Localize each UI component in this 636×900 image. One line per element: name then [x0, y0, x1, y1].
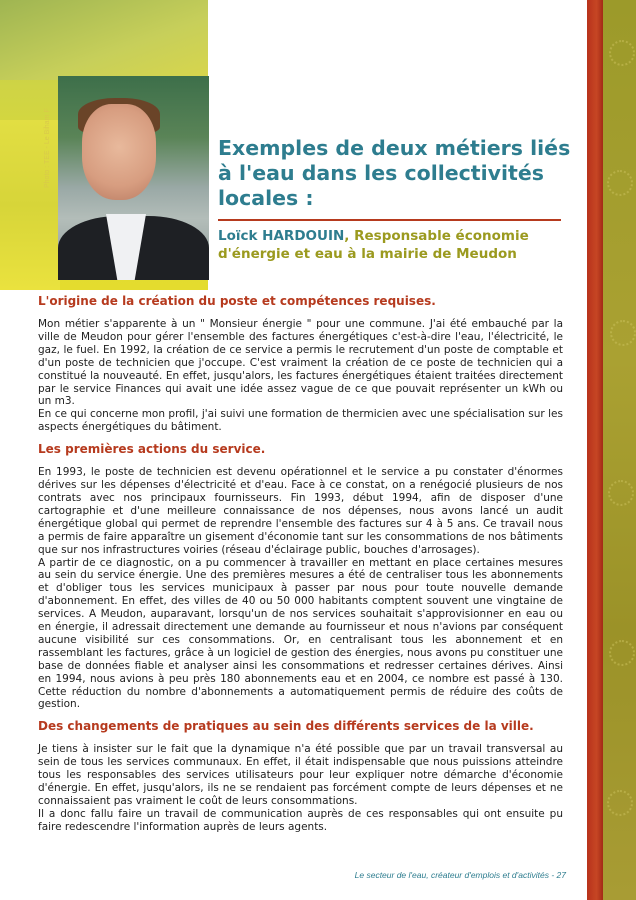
pattern-circle [610, 320, 636, 346]
section-heading-practice-changes: Des changements de pratiques au sein des différents services de la ville. [38, 719, 534, 734]
pattern-circle [609, 40, 635, 66]
landscape-water [0, 120, 60, 290]
pattern-circle [607, 170, 633, 196]
portrait-face [82, 104, 156, 200]
page-footer: Le secteur de l'eau, créateur d'emplois et d'activités - 27 [354, 870, 566, 880]
pattern-circle [609, 640, 635, 666]
author-role: , Responsable économie d'énergie et eau à la mairie de Meudon [218, 228, 529, 262]
paragraph: A partir de ce diagnostic, on a pu commencer à travailler en mettant en place certaines mesures au sein du service énergie. Une des premières mesures a été de centraliser tous les abonnements et d'obliger tous les services municipaux à passer par nous pour toute nouvelle demande d'abonnement. En effet, des villes de 40 ou 50 000 habitants comptent souvent une vingtaine de services. A Meudon, auparavant, lorsqu'un de nos services souhaitait s'approvisionner en eau ou en énergie, il adressait directement une demande au fournisseur et nous n'avions par conséquent aucune visibilité sur ces consommations. Or, en centralisant tous les abonnement et en rassemblant les factures, grâce à un logiciel de gestion des énergies, nous avons pu constituer une base de données fiable et analyser ainsi les consommations et redresser certaines dérives. Ainsi en 1994, nous avions à peu près 180 abonnements eau et en 2004, ce nombre est passé à 130. Cette réduction du nombre d'abonnements a automatiquement permis de réduire des coûts de gestion. [38, 556, 563, 711]
article-body [38, 294, 563, 834]
section-heading-origin: L'origine de la création du poste et compétences requises. [38, 294, 436, 308]
section-heading-first-actions: Les premières actions du service. [38, 442, 266, 457]
pattern-circle [608, 480, 634, 506]
pattern-circle [607, 790, 633, 816]
decorative-band-olive [603, 0, 636, 900]
author-name: Loïck HARDOUIN [218, 228, 345, 244]
photo-credit: Photo : TEE - Le Biham F [44, 108, 51, 188]
page-title: Exemples de deux métiers liés à l'eau dans les collectivités locales : [218, 136, 571, 210]
paragraph: En ce qui concerne mon profil, j'ai suivi une formation de thermicien avec une spécialisation sur les aspects énergétiques du bâtiment. [38, 408, 563, 434]
author-subtitle [218, 227, 578, 263]
landscape-hill [0, 0, 208, 80]
paragraph: En 1993, le poste de technicien est devenu opérationnel et le service a pu constater d'énormes dérives sur les dépenses d'électricité et d'eau. Face à ce constat, on a renégocié plusieurs de nos contrats avec nos principaux fournisseurs. Fin 1993, début 1994, afin de disposer d'une cartographie et d'une meilleure connaissance de nos dépenses, nous avons lancé un audit énergétique global qui permet de reprendre l'ensemble des factures sur 4 à 5 ans. Ce travail nous a permis de faire apparaître un gisement d'économie tant sur les consommations de nos bâtiments que sur nos infrastructures voiries (réseau d'éclairage public, bouches d'arrosages). [38, 466, 563, 556]
decorative-band-red [587, 0, 603, 900]
paragraph: Je tiens à insister sur le fait que la dynamique n'a été possible que par un travail transversal au sein de tous les services communaux. En effet, il était indispensable que nous puissions atteindre tous les responsables des services utilisateurs pour leur expliquer notre démarche d'économie d'énergie. En effet, jusqu'alors, ils ne se rendaient pas forcément compte de leurs dépenses et ne connaissaient pas vraiment le coût de leurs consommations. [38, 743, 563, 807]
paragraph: Mon métier s'apparente à un " Monsieur énergie " pour une commune. J'ai été embauché par la ville de Meudon pour gérer l'ensemble des factures énergétiques c'est-à-dire l'eau, l'électricité, le gaz, le fuel. En 1992, la création de ce service a permis le recrutement d'un poste de comptable et d'un poste de technicien que j'occupe. C'est vraiment la création de ce poste de technicien qui a constitué la nouveauté. En effet, jusqu'alors, les factures énergétiques étaient traitées directement par le service Finances qui avait une idée assez vague de ce que pouvait représenter un kWh ou un m3. [38, 318, 563, 408]
title-divider [218, 219, 561, 221]
portrait-photo [58, 76, 209, 280]
paragraph: Il a donc fallu faire un travail de communication auprès de ces responsables qui ont ensuite pu faire redescendre l'information auprès de leurs agents. [38, 807, 563, 833]
